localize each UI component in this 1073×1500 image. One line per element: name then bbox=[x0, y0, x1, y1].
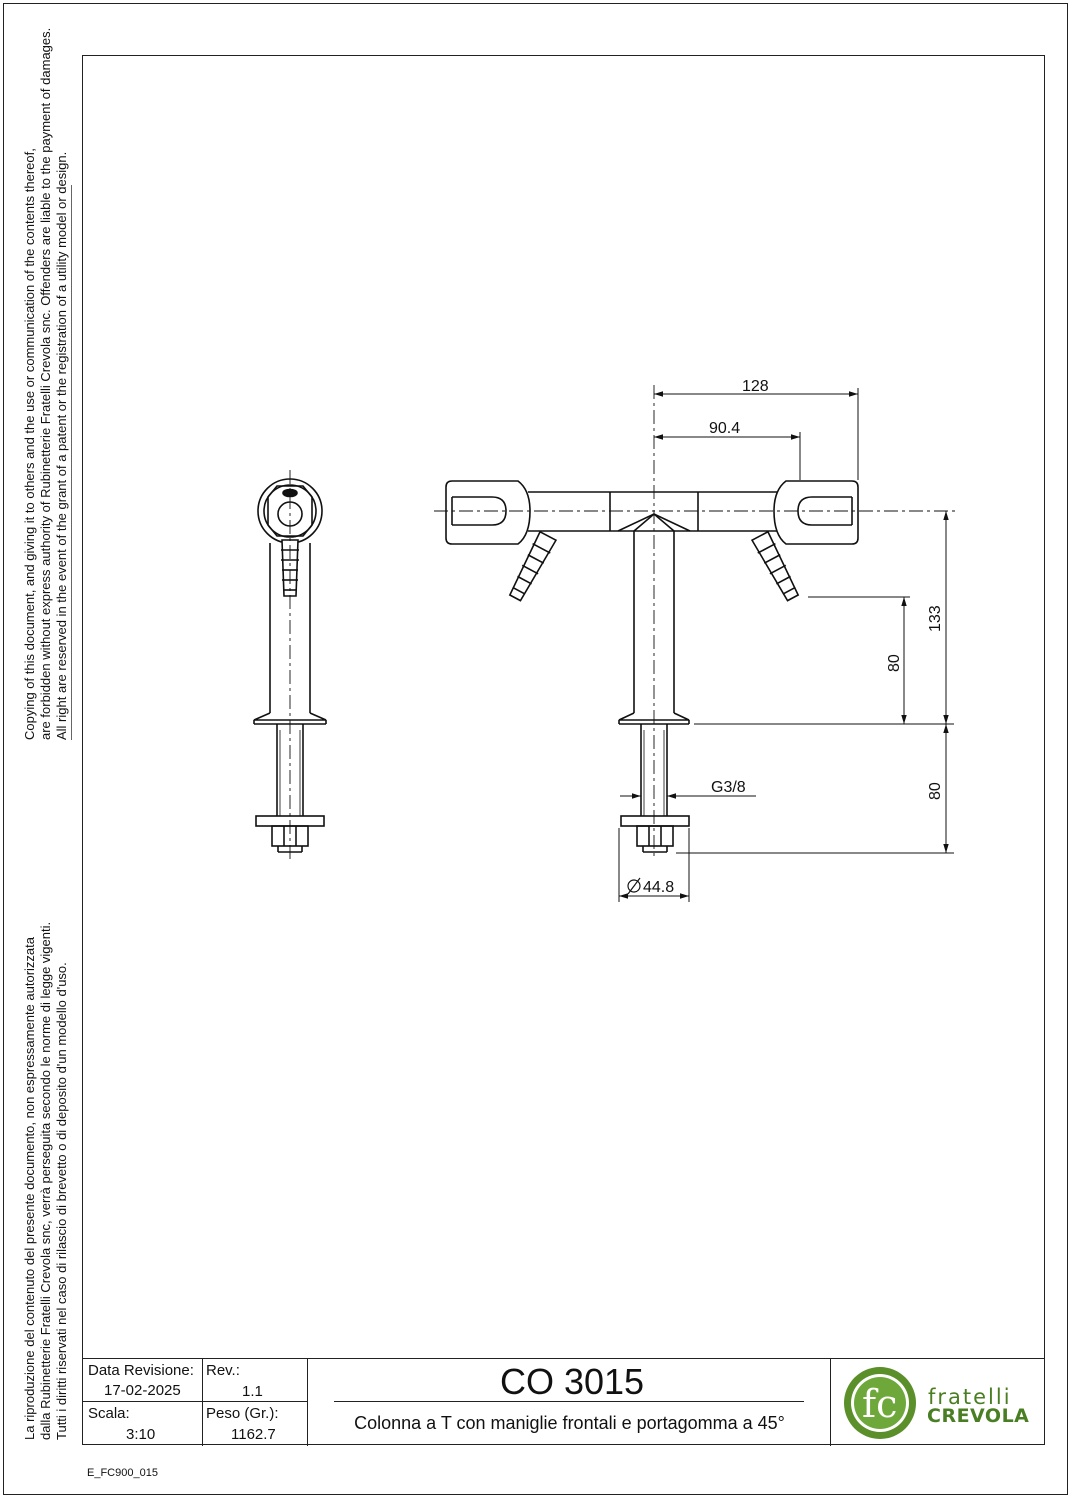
legal-it-line-2: dalla Rubinetterie Fratelli Crevola snc, verrà perseguita secondo le norme di legge vigenti. bbox=[38, 921, 53, 1440]
dim-height-shank: 80 bbox=[927, 782, 944, 800]
title-block bbox=[82, 1358, 1045, 1446]
weight-value: 1162.7 bbox=[231, 1426, 276, 1443]
revision-date-value: 17-02-2025 bbox=[104, 1382, 181, 1399]
dim-width-handle: 90.4 bbox=[709, 420, 741, 437]
legal-it-line-3: Tutti i diritti riservati nel caso di rilascio di brevetto o di deposito d'un modello d'uso. bbox=[54, 962, 69, 1440]
revision-label: Rev.: bbox=[206, 1362, 240, 1379]
dim-height-spout: 80 bbox=[886, 654, 903, 672]
logo-line-2: CREVOLA bbox=[927, 1405, 1030, 1427]
legal-en-line-1: Copying of this document, and giving it to others and the use or communication of the contents thereof, bbox=[22, 148, 37, 740]
dim-flange-diameter: 44.8 bbox=[643, 879, 675, 896]
scale-label: Scala: bbox=[88, 1405, 130, 1422]
scale-value: 3:10 bbox=[126, 1426, 156, 1443]
company-logo bbox=[840, 1365, 1040, 1441]
revision-value: 1.1 bbox=[242, 1383, 263, 1400]
center-lines bbox=[290, 385, 956, 860]
legal-en-line-2: are forbidden without express authority of Rubinetterie Fratelli Crevola snc. Offenders are liable to the payment of damages. bbox=[38, 27, 53, 740]
logo-monogram bbox=[840, 1365, 920, 1441]
dimension-lines bbox=[619, 388, 954, 902]
front-view bbox=[446, 481, 858, 852]
dim-height-total: 133 bbox=[927, 605, 944, 632]
legal-it-line-1: La riproduzione del contenuto del presente documento, non espressamente autorizzata bbox=[22, 937, 37, 1440]
revision-date-label: Data Revisione: bbox=[88, 1362, 194, 1379]
dim-width-total: 128 bbox=[742, 378, 769, 395]
logo-monogram-text: fc bbox=[862, 1382, 898, 1426]
weight-label: Peso (Gr.): bbox=[206, 1405, 279, 1422]
product-description: Colonna a T con maniglie frontali e portagomma a 45° bbox=[354, 1413, 785, 1433]
diameter-symbol bbox=[628, 878, 640, 894]
document-code: E_FC900_015 bbox=[87, 1467, 158, 1479]
product-code: CO 3015 bbox=[499, 1361, 645, 1402]
logo-line-1: fratelli bbox=[928, 1385, 1012, 1409]
legal-en-line-3: All right are reserved in the event of the grant of a patent or the registration of a utility model or design. bbox=[54, 151, 69, 740]
dim-thread: G3/8 bbox=[711, 779, 746, 796]
